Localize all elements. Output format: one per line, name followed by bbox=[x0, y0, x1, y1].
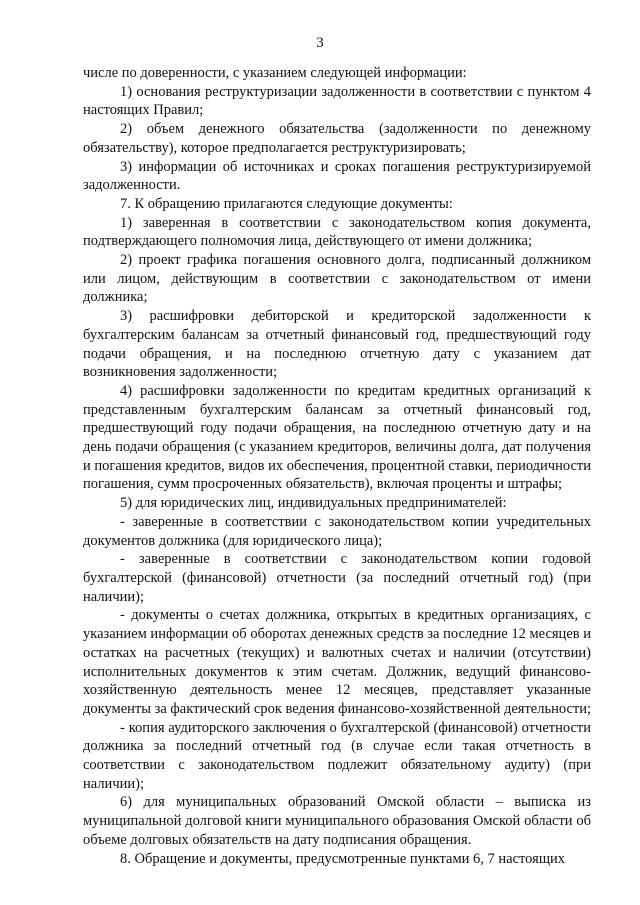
paragraph-continuation: числе по доверенности, с указанием следующей информации: bbox=[83, 65, 467, 81]
paragraph-clause-7-item-1: 1) заверенная в соответствии с законодательством копия документа, подтверждающего полномочия лица, действующего от имени должника; bbox=[83, 214, 591, 250]
list-item-bank-accounts: - документы о счетах должника, открытых в кредитных организациях, с указанием информации об оборотах денежных средств за последние 12 месяцев и остатках на расчетных (текущих) и валютных счетах и наличии (отсутствии) исполнительных документов к этим счетам. Должник, ведущий финансово-хозяйственную деятельность менее 12 месяцев, представляет указанные документы за фактический срок ведения финансово-хозяйственной деятельности; bbox=[83, 607, 592, 717]
document-body bbox=[83, 64, 591, 868]
list-item-audit-report: - копия аудиторского заключения о бухгалтерской (финансовой) отчетности должника за последний отчетный год (в случае если такая отчетность в соответствии с законодательством подлежит обязательному аудиту) (при наличии); bbox=[83, 719, 591, 792]
paragraph-clause-8: 8. Обращение и документы, предусмотренные пунктами 6, 7 настоящих bbox=[120, 850, 566, 867]
list-item-charter-documents: - заверенные в соответствии с законодательством копии учредительных документов должника (для юридического лица); bbox=[83, 513, 591, 549]
paragraph-clause-7: 7. К обращению прилагаются следующие документы: bbox=[120, 195, 453, 212]
paragraph-item-2-obligation-volume: 2) объем денежного обязательства (задолженности по денежному обязательству), которое предполагается реструктуризировать; bbox=[83, 121, 591, 156]
page-number: 3 bbox=[316, 35, 324, 51]
paragraph-clause-7-item-2: 2) проект графика погашения основного долга, подписанный должником или лицом, действующим в соответствии с законодательством от имени должника; bbox=[83, 252, 591, 306]
paragraph-clause-7-item-6: 6) для муниципальных образований Омской области – выписка из муниципальной долговой книги муниципального образования Омской области об объеме долговых обязательств на дату подписания обращения. bbox=[83, 794, 591, 848]
paragraph-clause-7-item-3: 3) расшифровки дебиторской и кредиторской задолженности к бухгалтерским балансам за отчетный финансовый год, предшествующий году подачи обращения, и на последнюю отчетную дату с указанием дат возникновения задолженности; bbox=[83, 308, 591, 381]
paragraph-item-3-repayment-sources: 3) информации об источниках и сроках погашения реструктуризируемой задолженности. bbox=[83, 158, 591, 194]
paragraph-clause-7-item-4: 4) расшифровки задолженности по кредитам кредитных организаций к представленным бухгалтерским балансам за отчетный финансовый год, предшествующий году подачи обращения, на последнюю отчетную дату и на день подачи обращения (с указанием кредиторов, величины долга, дат получения и погашения кредитов, видов их обеспечения, процентной ставки, периодичности погашения, сумм просроченных обязательств), включая проценты и штрафы; bbox=[83, 382, 591, 493]
list-item-annual-accounts: - заверенные в соответствии с законодательством копии годовой бухгалтерской (финансовой) отчетности (за последний отчетный год) (при наличии); bbox=[83, 551, 591, 605]
paragraph-clause-7-item-5: 5) для юридических лиц, индивидуальных предпринимателей: bbox=[120, 495, 507, 512]
paragraph-item-1-restructuring-grounds: 1) основания реструктуризации задолженности в соответствии с пунктом 4 настоящих Правил; bbox=[83, 83, 591, 119]
